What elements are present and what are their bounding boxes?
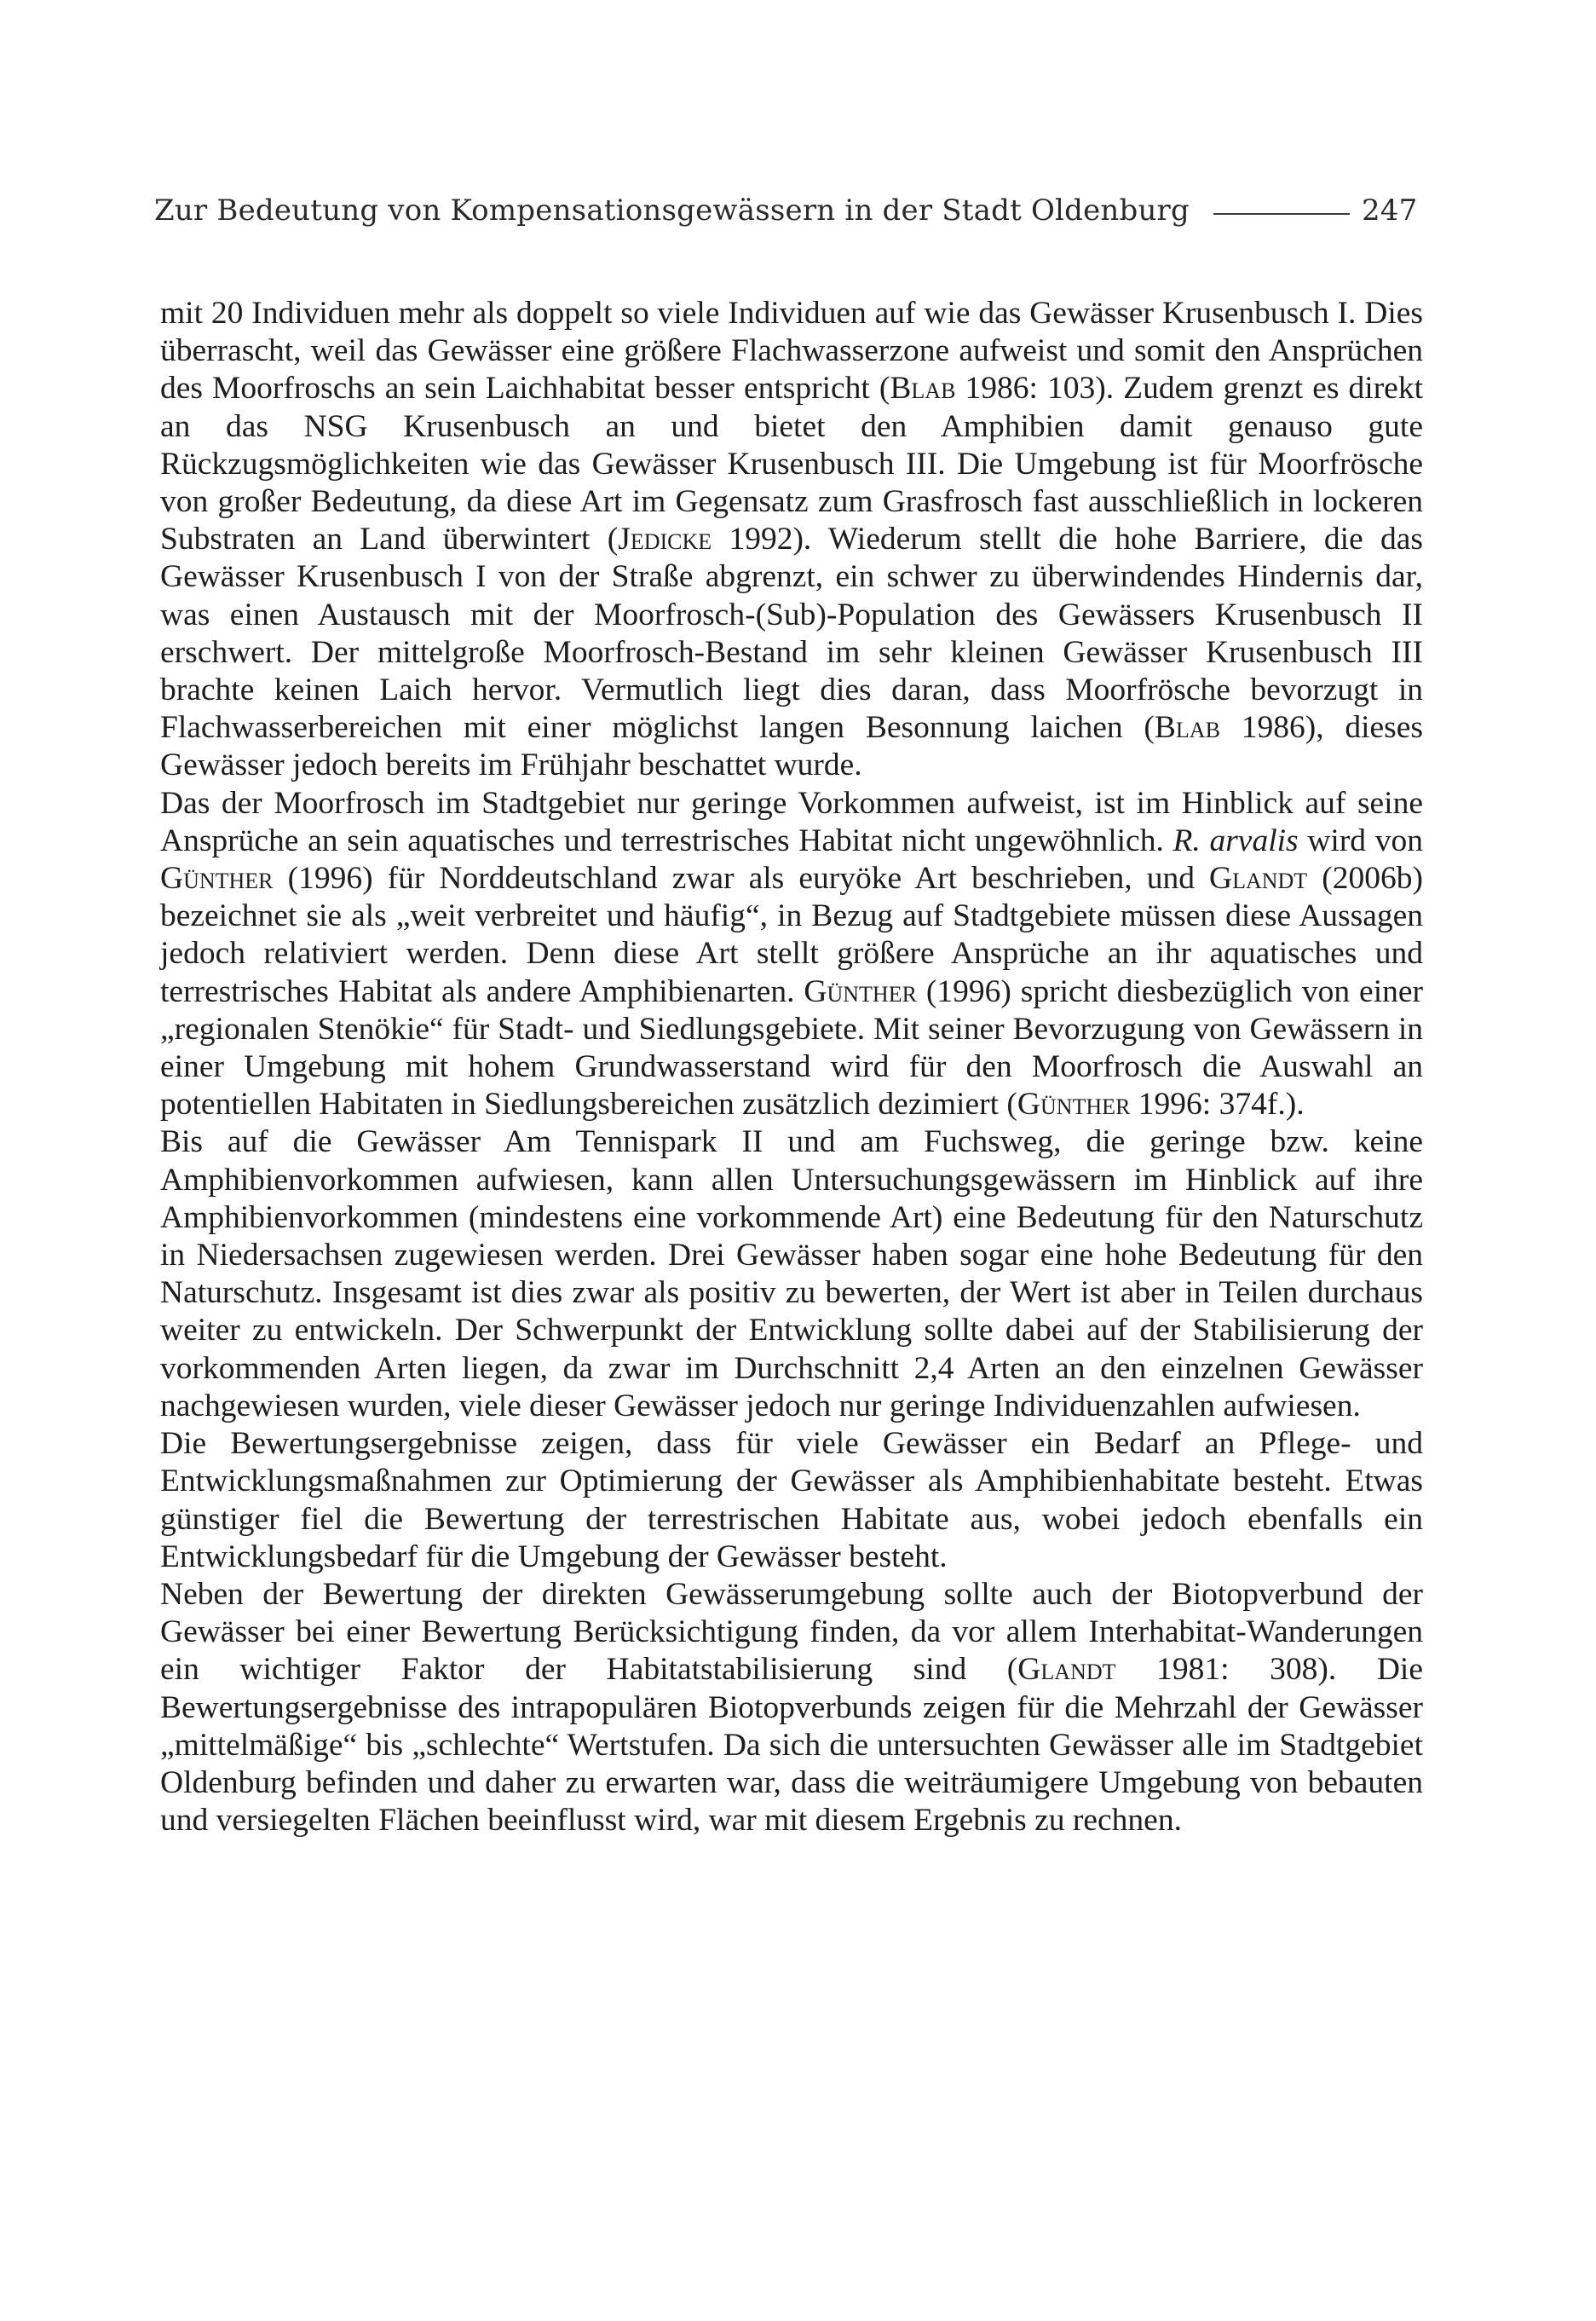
text-run: Die Bewertungsergebnisse zeigen, dass für viele Gewässer ein Bedarf an Pflege- und Entwicklungsmaßnahmen zur Optimierung der Gewässer als Amphibienhabitate besteht. Etwas günstiger fiel die Bewertung der terrestrischen Habitate aus, wobei jedoch ebenfalls ein Entwicklungsbedarf für die Umgebung der Gewässer besteht. <box>160 1426 1423 1574</box>
text-run: 1981: 308). Die Bewertungsergebnisse des intrapopulären Biotopverbunds zeigen für die Mehrzahl der Gewässer „mittelmäßige“ bis „schlechte“ Wertstufen. Da sich die untersuchten Gewässer alle im Stadtgebiet Oldenburg befinden und daher zu erwarten war, dass die weiträumigere Umgebung von bebauten und versiegelten Flächen beeinflusst wird, war mit diesem Ergebnis zu rechnen. <box>160 1652 1423 1839</box>
text-run: 1992). Wiederum stellt die hohe Barriere, die das Gewässer Krusenbusch I von der Straße abgrenzt, ein schwer zu überwindendes Hindernis dar, was einen Austausch mit der Moorfrosch-(Sub)-Population des Gewässers Krusenbusch II erschwert. Der mittelgroße Moorfrosch-Bestand im sehr kleinen Gewässer Krusenbusch III brachte keinen Laich hervor. Vermutlich liegt dies daran, dass Moorfrösche bevorzugt in Flachwasserbereichen mit einer möglichst langen Besonnung laichen ( <box>160 522 1423 746</box>
running-header <box>154 189 1420 232</box>
text-run: wird von <box>1298 823 1423 858</box>
author-citation: Blab <box>1154 710 1220 746</box>
paragraph <box>160 1576 1423 1839</box>
text-run: (1996) spricht diesbezüglich von einer „regionalen Stenökie“ für Stadt- und Siedlungsgebiete. Mit seiner Bevorzugung von Gewässern in einer Umgebung mit hohem Grundwasserstand wird für den Moorfrosch die Auswahl an potentiellen Habitaten in Siedlungsbereichen zusätzlich dezimiert ( <box>160 973 1423 1123</box>
text-run: Neben der Bewertung der direkten Gewässerumgebung sollte auch der Biotopverbund der Gewässer bei einer Bewertung Berücksichtigung finden, da vor allem Interhabitat-Wanderungen ein wichtiger Faktor der Habitatstabilisierung sind ( <box>160 1576 1423 1688</box>
species-name: R. arvalis <box>1173 823 1299 858</box>
author-citation: Glandt <box>1209 861 1308 897</box>
author-citation: Jedicke <box>618 522 712 557</box>
author-citation: Günther <box>1017 1087 1131 1123</box>
author-citation: Glandt <box>1017 1652 1116 1688</box>
header-rule <box>1213 213 1350 215</box>
body-text <box>160 295 1423 1839</box>
author-citation: Günther <box>804 973 917 1009</box>
paragraph <box>160 1425 1423 1576</box>
text-run: 1986), dieses Gewässer jedoch bereits im Frühjahr beschattet wurde. <box>160 710 1423 783</box>
text-run: 1986: 103). Zudem grenzt es direkt an das NSG Krusenbusch an und bietet den Amphibien damit genauso gute Rückzugsmöglichkeiten wie das Gewässer Krusenbusch III. Die Umgebung ist für Moorfrösche von großer Bedeutung, da diese Art im Gegensatz zum Grasfrosch fast ausschließlich in lockeren Substraten an Land überwintert ( <box>160 371 1423 557</box>
paragraph <box>160 295 1423 785</box>
page-number: 247 <box>1361 193 1418 228</box>
running-title: Zur Bedeutung von Kompensationsgewässern in der Stadt Oldenburg <box>154 193 1190 228</box>
text-run: Bis auf die Gewässer Am Tennispark II und am Fuchsweg, die geringe bzw. keine Amphibienvorkommen aufwiesen, kann allen Untersuchungsgewässern im Hinblick auf ihre Amphibienvorkommen (mindestens eine vorkommende Art) eine Bedeutung für den Naturschutz in Niedersachsen zugewiesen werden. Drei Gewässer haben sogar eine hohe Bedeutung für den Naturschutz. Insgesamt ist dies zwar als positiv zu bewerten, der Wert ist aber in Teilen durchaus weiter zu entwickeln. Der Schwerpunkt der Entwicklung sollte dabei auf der Stabilisierung der vorkommenden Arten liegen, da zwar im Durchschnitt 2,4 Arten an den einzelnen Gewässer nachgewiesen wurden, viele dieser Gewässer jedoch nur geringe Individuenzahlen aufwiesen. <box>160 1124 1423 1423</box>
text-run: Das der Moorfrosch im Stadtgebiet nur geringe Vorkommen aufweist, ist im Hinblick auf seine Ansprüche an sein aquatisches und terrestrisches Habitat nicht ungewöhnlich. <box>160 785 1423 858</box>
text-run: 1996: 374f.). <box>1130 1087 1305 1123</box>
text-run: mit 20 Individuen mehr als doppelt so viele Individuen auf wie das Gewässer Krusenbusch I. Dies überrascht, weil das Gewässer eine größere Flachwasserzone aufweist und somit den Ansprüchen des Moorfroschs an sein Laichhabitat besser entspricht ( <box>160 296 1423 407</box>
author-citation: Günther <box>160 861 274 897</box>
author-citation: Blab <box>890 371 956 407</box>
paragraph <box>160 1123 1423 1425</box>
text-run: (2006b) bezeichnet sie als „weit verbreitet und häufig“, in Bezug auf Stadtgebiete müssen diese Aussagen jedoch relativiert werden. Denn diese Art stellt größere Ansprüche an ihr aquatisches und terrestrisches Habitat als andere Amphibienarten. <box>160 861 1423 1009</box>
paragraph <box>160 785 1423 1124</box>
text-run: (1996) für Norddeutschland zwar als euryöke Art beschrieben, und <box>273 861 1210 897</box>
